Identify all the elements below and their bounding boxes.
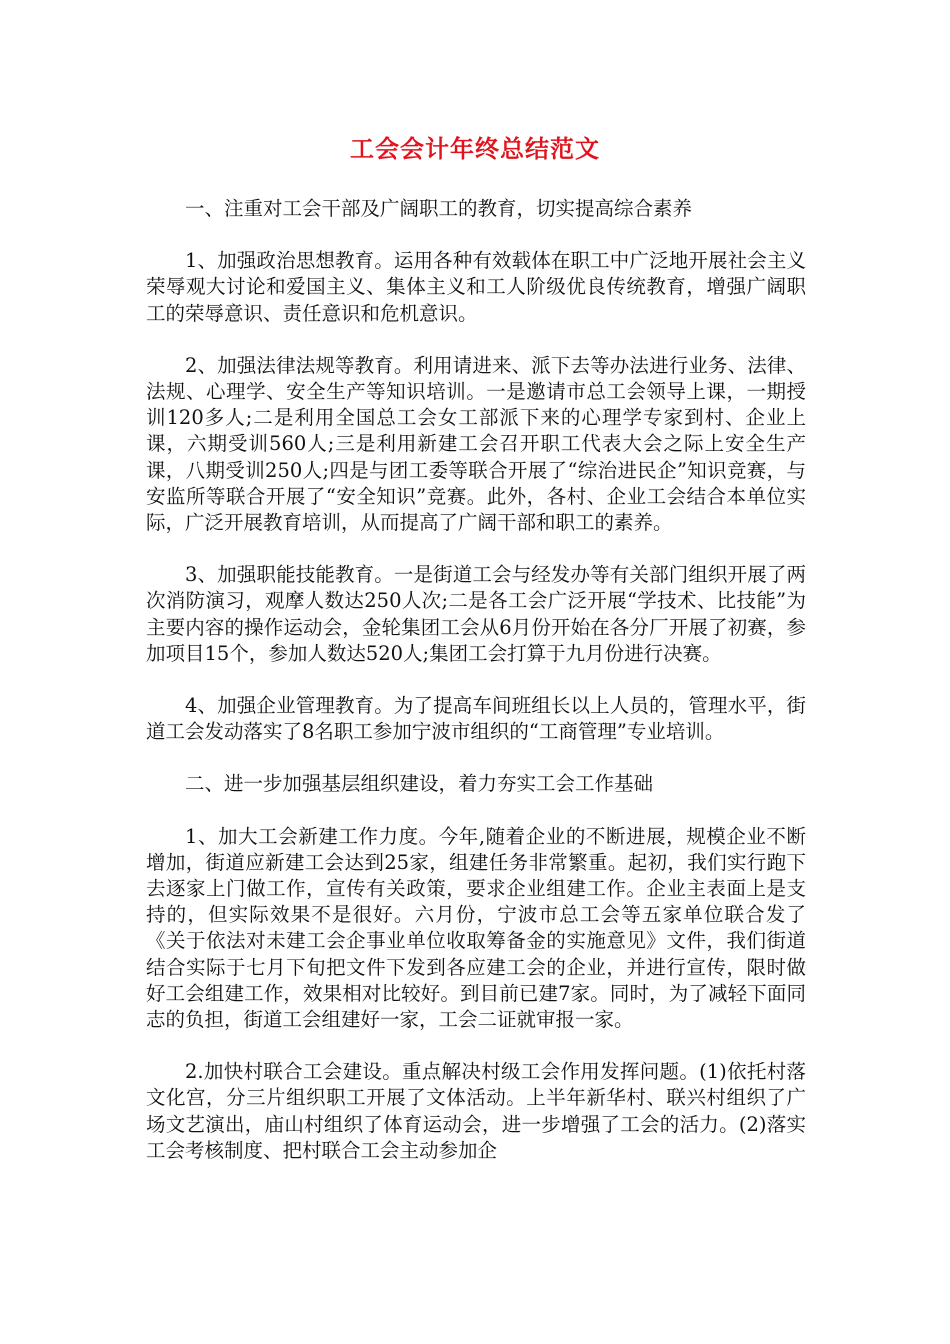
paragraph-political-education: 1、加强政治思想教育。运用各种有效载体在职工中广泛地开展社会主义荣辱观大讨论和爱国主义、集体主义和工人阶级优良传统教育，增强广阔职工的荣辱意识、责任意识和危机意识。: [146, 249, 806, 325]
paragraph-gap: [146, 667, 806, 693]
paragraph-gap: [146, 745, 806, 771]
paragraph-gap: [146, 222, 806, 248]
document-title: 工会会计年终总结范文: [350, 135, 600, 163]
paragraph-legal-education: 2、加强法律法规等教育。利用请进来、派下去等办法进行业务、法律、法规、心理学、安全生产等知识培训。一是邀请市总工会领导上课，一期授训120多人;二是利用全国总工会女工部派下来的心理学专家到村、企业上课，六期受训560人;三是利用新建工会召开职工代表大会之际上安全生产课，八期受训250人;四是与团工委等联合开展了“综治进民企”知识竞赛，与安监所等联合开展了“安全知识”竞赛。此外，各村、企业工会结合本单位实际，广泛开展教育培训，从而提高了广阔干部和职工的素养。: [146, 353, 806, 535]
paragraph-new-union-building: 1、加大工会新建工作力度。今年,随着企业的不断进展，规模企业不断增加，街道应新建工会达到25家，组建任务非常繁重。起初，我们实行跑下去逐家上门做工作，宣传有关政策，要求企业组建工作。企业主表面上是支持的，但实际效果不是很好。六月份，宁波市总工会等五家单位联合发了《关于依法对未建工会企事业单位收取筹备金的实施意见》文件，我们街道结合实际于七月下旬把文件下发到各应建工会的企业，并进行宣传，限时做好工会组建工作，效果相对比较好。到目前已建7家。同时，为了减轻下面同志的负担，街道工会组建好一家，工会二证就审报一家。: [146, 824, 806, 1032]
paragraph-gap: [146, 798, 806, 824]
section-heading-2: 二、进一步加强基层组织建设，着力夯实工会工作基础: [185, 772, 654, 796]
paragraph-gap: [146, 536, 806, 562]
paragraph-management-education: 4、加强企业管理教育。为了提高车间班组长以上人员的，管理水平，街道工会发动落实了8名职工参加宁波市组织的“工商管理”专业培训。: [146, 694, 806, 744]
document-body: [146, 196, 806, 1164]
paragraph-skills-education: 3、加强职能技能教育。一是街道工会与经发办等有关部门组织开展了两次消防演习，观摩人数达250人次;二是各工会广泛开展“学技术、比技能”为主要内容的操作运动会，金轮集团工会从6月份开始在各分厂开展了初赛，参加项目15个，参加人数达520人;集团工会打算于九月份进行决赛。: [146, 563, 806, 665]
paragraph-village-union: 2.加快村联合工会建设。重点解决村级工会作用发挥问题。(1)依托村落文化宫，分三片组织职工开展了文体活动。上半年新华村、联兴村组织了广场文艺演出，庙山村组织了体育运动会，进一步增强了工会的活力。(2)落实工会考核制度、把村联合工会主动参加企: [146, 1060, 806, 1162]
section-heading-1: 一、注重对工会干部及广阔职工的教育，切实提高综合素养: [185, 197, 693, 220]
paragraph-gap: [146, 327, 806, 353]
paragraph-gap: [146, 1033, 806, 1059]
